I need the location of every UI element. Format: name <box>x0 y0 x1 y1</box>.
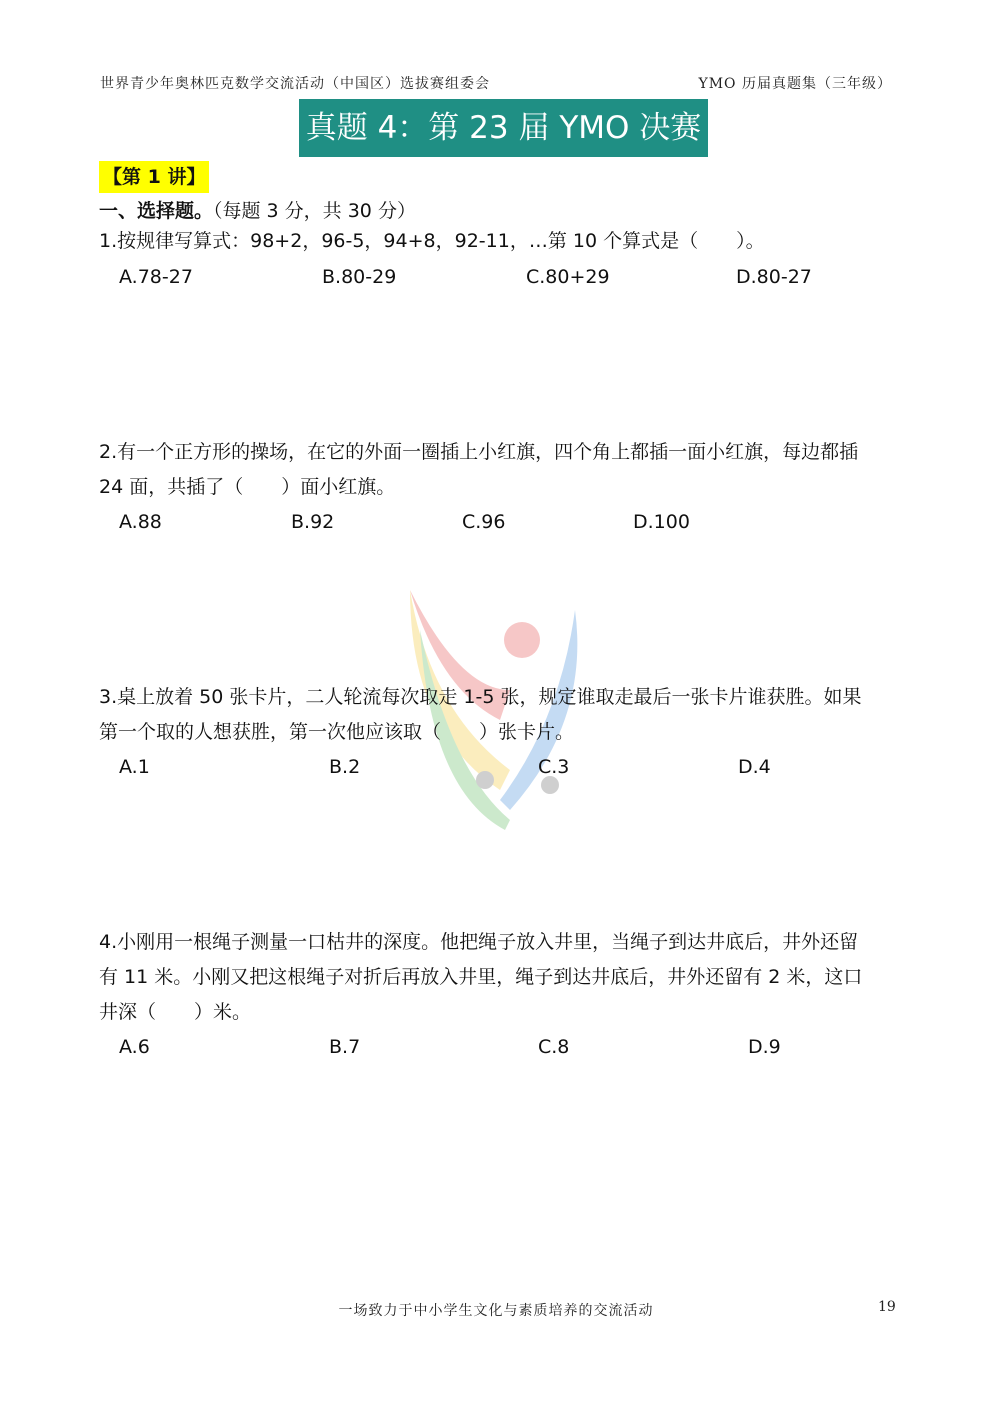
option-a: A.6 <box>119 1036 150 1058</box>
question-text-line: 3.桌上放着 50 张卡片，二人轮流每次取走 1-5 张，规定谁取走最后一张卡片谁获胜。如果 <box>99 686 862 708</box>
question-text-line: 1.按规律写算式：98+2，96-5，94+8，92-11，…第 10 个算式是（ ）。 <box>99 230 765 252</box>
option-d: D.4 <box>738 756 771 778</box>
lecture-tag: 【第 1 讲】 <box>99 161 209 193</box>
question-1 <box>99 224 899 259</box>
section-title <box>99 198 416 224</box>
question-text-line: 第一个取的人想获胜，第一次他应该取（ ）张卡片。 <box>99 721 575 743</box>
option-b: B.7 <box>329 1036 361 1058</box>
question-text-line: 井深（ ）米。 <box>99 1001 252 1023</box>
option-d: D.100 <box>633 511 690 533</box>
option-d: D.9 <box>748 1036 781 1058</box>
question-text-line: 4.小刚用一根绳子测量一口枯井的深度。他把绳子放入井里，当绳子到达井底后，井外还留 <box>99 931 859 953</box>
section-label: 一、选择题。 <box>99 200 214 222</box>
option-c: C.3 <box>538 756 570 778</box>
question-text-line: 有 11 米。小刚又把这根绳子对折后再放入井里，绳子到达井底后，井外还留有 2 米，这口 <box>99 966 863 988</box>
section-note: （每题 3 分，共 30 分） <box>213 200 416 222</box>
footer-slogan: 一场致力于中小学生文化与素质培养的交流活动 <box>338 1303 654 1319</box>
option-c: C.8 <box>538 1036 570 1058</box>
question-text-line: 24 面，共插了（ ）面小红旗。 <box>99 476 396 498</box>
option-c: C.96 <box>462 511 506 533</box>
option-d: D.80-27 <box>736 266 812 288</box>
header-organizer: 世界青少年奥林匹克数学交流活动（中国区）选拔赛组委会 <box>100 76 490 92</box>
question-4 <box>99 925 899 1030</box>
option-b: B.80-29 <box>322 266 397 288</box>
option-a: A.88 <box>119 511 162 533</box>
header-book-title: YMO 历届真题集（三年级） <box>698 76 892 92</box>
question-text-line: 2.有一个正方形的操场，在它的外面一圈插上小红旗，四个角上都插一面小红旗，每边都插 <box>99 441 859 463</box>
option-a: A.78-27 <box>119 266 193 288</box>
page-number: 19 <box>878 1299 896 1315</box>
option-b: B.92 <box>291 511 335 533</box>
question-3 <box>99 680 899 750</box>
option-b: B.2 <box>329 756 361 778</box>
page-title: 真题 4：第 23 届 YMO 决赛 <box>299 99 708 157</box>
question-2 <box>99 435 899 505</box>
option-a: A.1 <box>119 756 150 778</box>
option-c: C.80+29 <box>526 266 610 288</box>
